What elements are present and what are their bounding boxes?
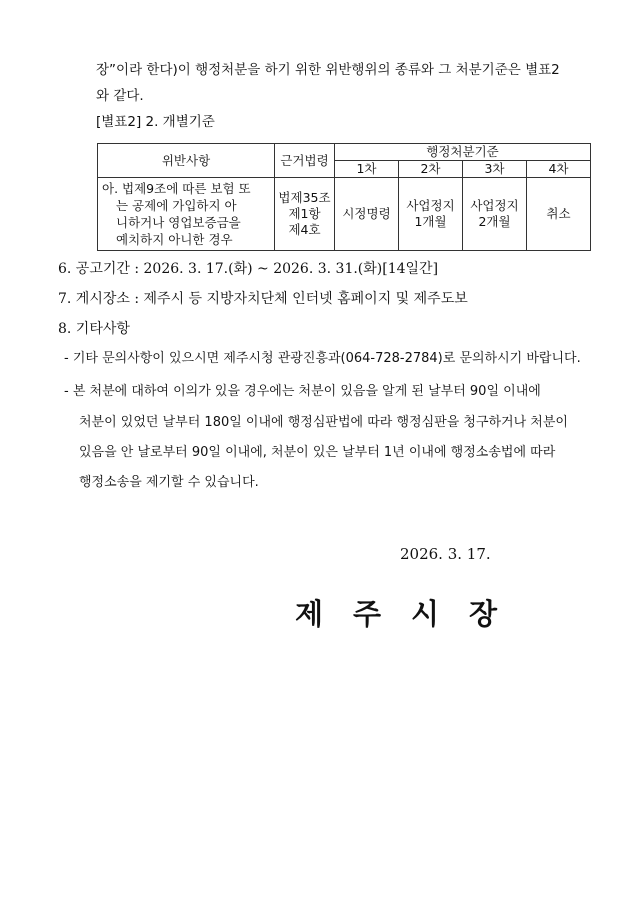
violation-line: 니하거나 영업보증금을: [116, 215, 241, 230]
legal-basis-line: 제4호: [288, 222, 321, 237]
table-row: [98, 178, 591, 251]
header-criteria-group: 행정처분기준: [335, 144, 591, 161]
table-header-row: [98, 144, 591, 161]
header-round-4: 4차: [527, 161, 591, 178]
note-appeal-line: 있음을 안 날로부터 90일 이내에, 처분이 있은 날부터 1년 이내에 행정소송법에 따라: [79, 445, 556, 460]
violation-line: 는 공제에 가입하지 아: [116, 198, 237, 213]
cell-violation: [98, 178, 275, 251]
appendix-heading: [별표2] 2. 개별기준: [96, 114, 215, 130]
header-violation: 위반사항: [98, 144, 275, 178]
round-3-line: 2개월: [478, 214, 511, 229]
header-round-3: 3차: [463, 161, 527, 178]
item-other-matters: 8. 기타사항: [58, 321, 130, 337]
signer-title: 제주시장: [295, 597, 528, 631]
cell-round-3: [463, 178, 527, 251]
header-round-1: 1차: [335, 161, 399, 178]
header-round-2: 2차: [399, 161, 463, 178]
cell-round-1: 시정명령: [335, 178, 399, 251]
note-appeal-line: 행정소송을 제기할 수 있습니다.: [79, 475, 259, 490]
intro-line-1: 장”이라 한다)이 행정처분을 하기 위한 위반행위의 종류와 그 처분기준은 별표2: [96, 62, 560, 78]
violation-line: 아. 법제9조에 따른 보험 또: [102, 181, 251, 196]
sanction-criteria-table: [97, 143, 591, 251]
note-inquiry: - 기타 문의사항이 있으시면 제주시청 관광진흥과(064-728-2784)로 문의하시기 바랍니다.: [64, 351, 581, 366]
note-appeal-line: 처분이 있었던 날부터 180일 이내에 행정심판법에 따라 행정심판을 청구하거나 처분이: [79, 415, 568, 430]
legal-basis-line: 제1항: [288, 206, 321, 221]
round-3-line: 사업정지: [470, 198, 519, 213]
cell-legal-basis: [275, 178, 335, 251]
round-2-line: 1개월: [414, 214, 447, 229]
notice-date: 2026. 3. 17.: [400, 545, 491, 563]
round-2-line: 사업정지: [406, 198, 455, 213]
note-appeal-line: - 본 처분에 대하여 이의가 있을 경우에는 처분이 있음을 알게 된 날부터 90일 이내에: [64, 384, 541, 399]
header-legal-basis: 근거법령: [275, 144, 335, 178]
legal-basis-line: 법제35조: [278, 190, 331, 205]
intro-line-2: 와 같다.: [96, 88, 144, 104]
violation-line: 예치하지 아니한 경우: [116, 232, 233, 247]
cell-round-2: [399, 178, 463, 251]
cell-round-4: 취소: [527, 178, 591, 251]
item-posting-place: 7. 게시장소 : 제주시 등 지방자치단체 인터넷 홈페이지 및 제주도보: [58, 291, 468, 307]
item-notice-period: 6. 공고기간 : 2026. 3. 17.(화) ~ 2026. 3. 31.(화)[14일간]: [58, 261, 439, 277]
